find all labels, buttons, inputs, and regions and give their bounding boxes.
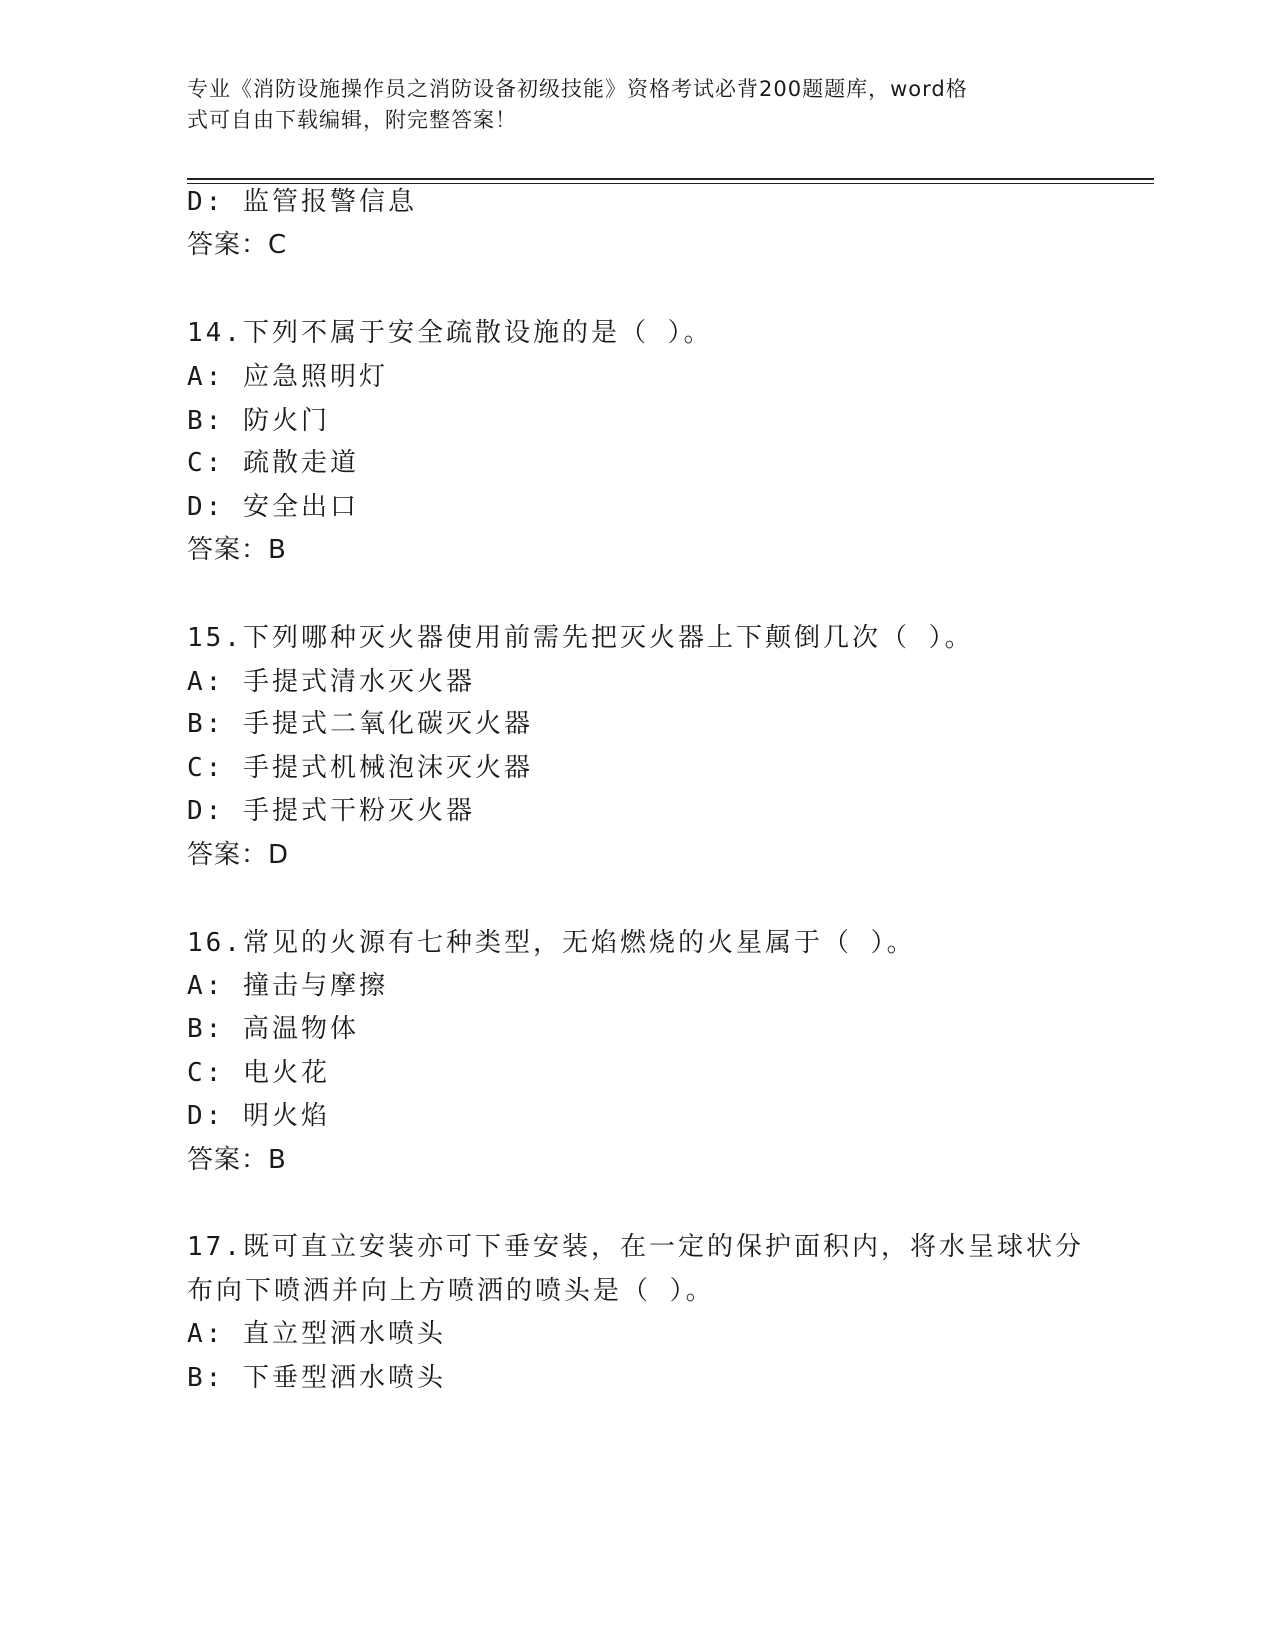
q14-option-a: A: 应急照明灯 bbox=[187, 362, 388, 392]
header-divider-thick bbox=[187, 178, 1154, 180]
q14-answer: 答案：B bbox=[187, 535, 287, 565]
q17-option-b: B: 下垂型洒水喷头 bbox=[187, 1363, 446, 1393]
header-title-line-2: 式可自由下载编辑，附完整答案！ bbox=[187, 108, 517, 132]
q16-answer: 答案：B bbox=[187, 1145, 287, 1175]
q17-stem-line-2: 布向下喷洒并向上方喷洒的喷头是（ ）。 bbox=[187, 1276, 715, 1306]
q16-option-b: B: 高温物体 bbox=[187, 1014, 359, 1044]
q16-option-c: C: 电火花 bbox=[187, 1058, 330, 1088]
q16-stem: 16.常见的火源有七种类型，无焰燃烧的火星属于（ ）。 bbox=[187, 928, 916, 958]
q14-option-d: D: 安全出口 bbox=[187, 492, 359, 522]
q14-option-c: C: 疏散走道 bbox=[187, 448, 359, 478]
document-header bbox=[187, 74, 1067, 136]
q15-option-b: B: 手提式二氧化碳灭火器 bbox=[187, 709, 533, 739]
q15-answer: 答案：D bbox=[187, 840, 290, 870]
q14-option-b: B: 防火门 bbox=[187, 406, 330, 436]
q15-option-a: A: 手提式清水灭火器 bbox=[187, 667, 475, 697]
header-divider-thin bbox=[187, 183, 1154, 184]
q17-option-a: A: 直立型洒水喷头 bbox=[187, 1319, 446, 1349]
q15-option-d: D: 手提式干粉灭火器 bbox=[187, 796, 475, 826]
q15-stem: 15.下列哪种灭火器使用前需先把灭火器上下颠倒几次（ ）。 bbox=[187, 623, 974, 653]
q14-stem: 14.下列不属于安全疏散设施的是（ ）。 bbox=[187, 318, 713, 348]
q17-stem-line-1: 17.既可直立安装亦可下垂安装，在一定的保护面积内，将水呈球状分 bbox=[187, 1232, 1084, 1262]
q16-option-d: D: 明火焰 bbox=[187, 1101, 330, 1131]
q15-option-c: C: 手提式机械泡沫灭火器 bbox=[187, 753, 533, 783]
header-title-line-1: 专业《消防设施操作员之消防设备初级技能》资格考试必背200题题库，word格 bbox=[187, 77, 968, 101]
q13-answer: 答案：C bbox=[187, 230, 288, 260]
q13-option-d: D: 监管报警信息 bbox=[187, 187, 417, 217]
q16-option-a: A: 撞击与摩擦 bbox=[187, 971, 388, 1001]
